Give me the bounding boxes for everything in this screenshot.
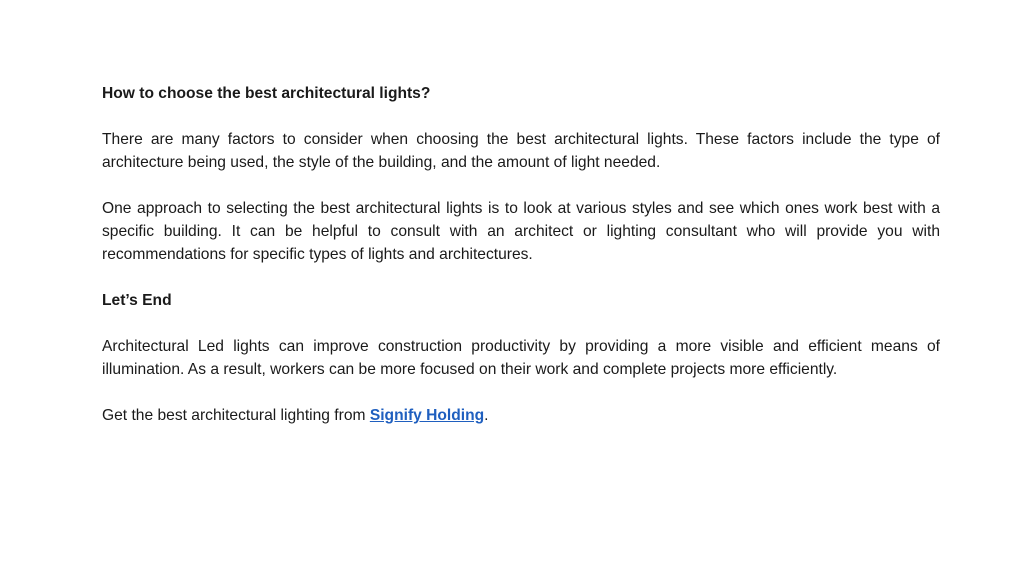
section-heading-end: Let’s End xyxy=(102,292,172,309)
spacer xyxy=(102,312,940,335)
cta-suffix-text: . xyxy=(484,407,489,424)
paragraph-conclusion: Architectural Led lights can improve construction productivity by providing a more visible and efficient means of illumination. As a result, workers can be more focused on their work and complete projects more efficiently. xyxy=(102,338,940,378)
paragraph-approach: One approach to selecting the best architectural lights is to look at various styles and see which ones work best with a specific building. It can be helpful to consult with an architect or lighting consultant who will provide you with recommendations for specific types of lights and architectures. xyxy=(102,200,940,263)
document-body xyxy=(102,82,940,427)
call-to-action xyxy=(102,404,940,427)
spacer xyxy=(102,381,940,404)
section-heading-choose: How to choose the best architectural lights? xyxy=(102,85,431,102)
spacer xyxy=(102,174,940,197)
spacer xyxy=(102,266,940,289)
spacer xyxy=(102,105,940,128)
cta-prefix-text: Get the best architectural lighting from xyxy=(102,407,370,424)
paragraph-factors: There are many factors to consider when choosing the best architectural lights. These factors include the type of architecture being used, the style of the building, and the amount of light needed. xyxy=(102,131,940,171)
signify-holding-link[interactable]: Signify Holding xyxy=(369,407,485,424)
